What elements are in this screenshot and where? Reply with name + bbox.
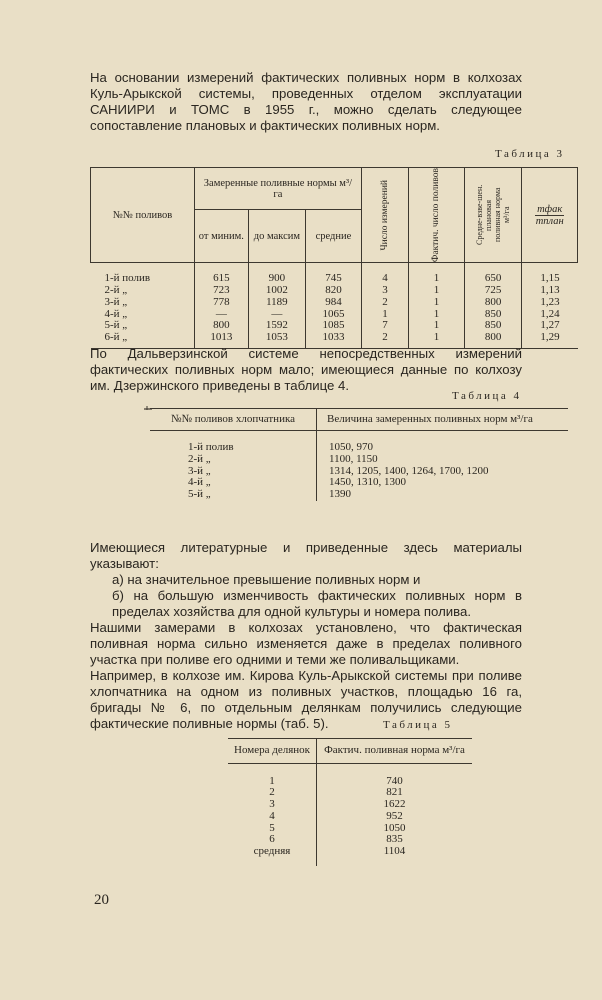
- table-row: 1-й полив 1050, 970: [150, 431, 568, 454]
- table-row: 6-й „ 1013 1053 1033 2 1 800 1,29: [91, 332, 578, 348]
- table3-caption: Таблица 3: [495, 148, 565, 160]
- table-row: 5-й „ 1390: [150, 489, 568, 501]
- table3-header-weighted: Средне-взве-шен. плановая поливная норма м³/га: [464, 168, 522, 263]
- table3-header-ratio: mфак mплан: [522, 168, 578, 263]
- table-row: 4 952: [228, 811, 472, 823]
- list-item-a: а) на значительное превышение поливных норм и: [112, 572, 421, 587]
- table3-header-avg: средние: [306, 210, 362, 263]
- dalverzin-paragraph: По Дальверзинской системе непосредственных измерений фактических поливных норм мало; имеющиеся данные по колхозу им. Дзержинского приведены в таблице 4.: [90, 346, 522, 393]
- table3-header-fact: Фактич. число поливов: [409, 168, 465, 263]
- table3-header-count: Число измерений: [361, 168, 408, 263]
- table3-header-max: до максим: [248, 210, 306, 263]
- page-number: 20: [94, 892, 109, 908]
- table-row: 6 835: [228, 834, 472, 846]
- table-row: 5-й „ 800 1592 1085 7 1 850 1,27: [91, 320, 578, 332]
- table-row: средняя 1104: [228, 846, 472, 866]
- table-row: 1-й полив 615 900 745 4 1 650 1,15: [91, 263, 578, 285]
- example-paragraph: Например, в колхозе им. Кирова Куль-Арыкской системы при поливе хлопчатника на одном из поливных участков, площадью 16 га, бригады № 6, по отдельным делянкам получились следующие фактические поливные нормы (таб. 5).: [90, 668, 522, 731]
- materials-paragraph: Имеющиеся литературные и приведенные здесь материалы указывают:: [90, 540, 522, 571]
- table5-caption: Таблица 5: [383, 719, 453, 731]
- table5: [228, 738, 472, 866]
- table-row: 3-й „ 778 1189 984 2 1 800 1,23: [91, 297, 578, 309]
- intro-paragraph: На основании измерений фактических поливных норм в колхозах Куль-Арыкской системы, проведенных отделом эксплуатации САНИИРИ и ТОМС в 1955 г., можно сделать следующее сопоставление плановых и фактических поливных норм.: [90, 70, 522, 133]
- table5-header-plot: Номера делянок: [228, 739, 317, 764]
- table3-header-group: Замеренные поливные нормы м³/га: [195, 168, 362, 210]
- table-row: 2 821: [228, 787, 472, 799]
- table-row: 2-й „ 1100, 1150: [150, 454, 568, 466]
- list-item-b: б) на большую изменчивость фактических поливных норм в пределах хозяйства для одной культуры и номера полива.: [112, 588, 522, 619]
- table-row: 3-й „ 1314, 1205, 1400, 1264, 1700, 1200: [150, 466, 568, 478]
- measurements-paragraph: Нашими замерами в колхозах установлено, что фактическая поливная норма сильно изменяется даже в пределах поливного участка при поливе его одними и теми же поливальщиками.: [90, 620, 522, 667]
- table3: [90, 167, 578, 349]
- table5-header-norm: Фактич. поливная норма м³/га: [317, 739, 473, 764]
- table4-header-num: №№ поливов хлопчатника: [150, 409, 317, 431]
- table4-caption: Таблица 4: [452, 390, 522, 402]
- table-row: 4-й „ 1450, 1310, 1300: [150, 477, 568, 489]
- table-row: 4-й „ — — 1065 1 1 850 1,24: [91, 309, 578, 321]
- table-row: 2-й „ 723 1002 820 3 1 725 1,13: [91, 285, 578, 297]
- table4-header-values: Величина замеренных поливных норм м³/га: [317, 409, 569, 431]
- table3-header-min: от миним.: [195, 210, 249, 263]
- table-row: 3 1622: [228, 799, 472, 811]
- table3-header-num: №№ поливов: [91, 168, 195, 263]
- table4: [150, 408, 568, 501]
- table-row: 1 740: [228, 763, 472, 787]
- table-row: 5 1050: [228, 823, 472, 835]
